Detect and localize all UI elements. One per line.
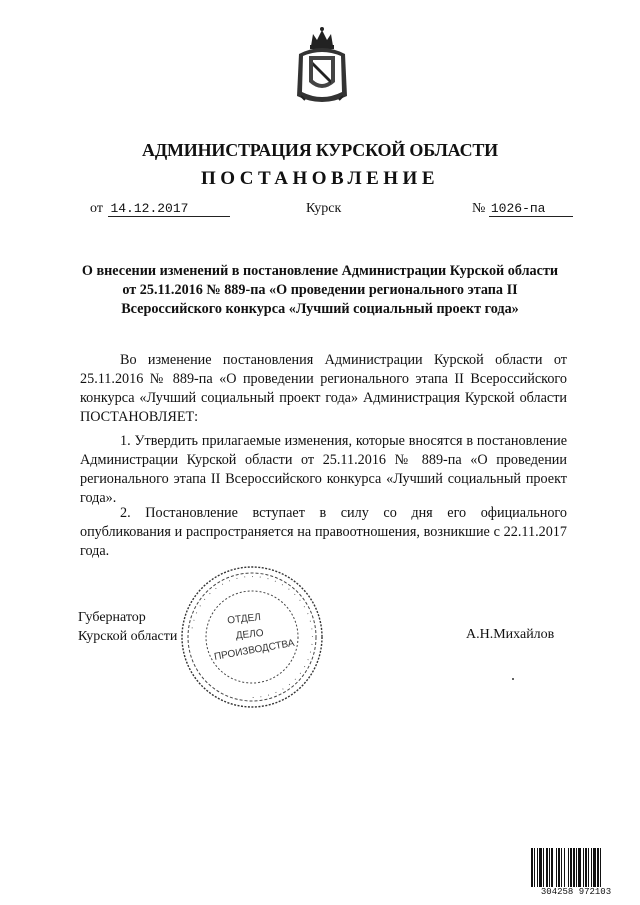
barcode-bar: [583, 848, 584, 888]
signatory-title-line-1: Губернатор: [78, 610, 146, 625]
barcode-bar: [597, 848, 599, 888]
barcode-bar: [585, 848, 587, 888]
barcode-bar: [546, 848, 548, 888]
barcode-bar: [593, 848, 596, 888]
barcode-bar: [537, 848, 538, 888]
barcode-bar: [564, 848, 565, 888]
barcode-bar: [531, 848, 533, 888]
barcode-bar: [534, 848, 535, 888]
barcode-bar: [549, 848, 550, 888]
ink-speck: [512, 678, 514, 680]
stamp-line-3: ПРОИЗВОДСТВА: [213, 637, 296, 663]
svg-text:· · · · · · · · · · · · · · ·: · · · · · · · · · · · · · · · · · · · · · · · · · · · · · · · · · · · ·: [186, 570, 319, 704]
signatory-title-line-2: Курской области: [78, 629, 178, 644]
barcode-bar: [600, 848, 601, 888]
date-prefix: от: [90, 201, 103, 216]
preamble-paragraph: Во изменение постановления Администрации Курской области от 25.11.2016 № 889-па «О проведении регионального этапа II Всероссийского конкурса «Лучший социальный проект года» Администрация Курской области ПОСТАНОВЛЯЕТ:: [80, 352, 567, 425]
coat-of-arms-icon: [293, 26, 351, 108]
barcode-bar: [539, 848, 542, 888]
barcode-bar: [570, 848, 572, 888]
document-type-title: ПОСТАНОВЛЕНИЕ: [200, 168, 440, 189]
number-field: [472, 201, 573, 217]
number-prefix: №: [472, 201, 486, 216]
city-label: Курск: [306, 201, 342, 216]
document-subject: О внесении изменений в постановление Администрации Курской области от 25.11.2016 № 889-па «О проведении регионального этапа II Всероссийского конкурса «Лучший социальный проект года»: [81, 263, 559, 317]
barcode-bar: [561, 848, 562, 888]
barcode-number: 304258 972103: [531, 887, 621, 898]
date-value: 14.12.2017: [108, 201, 230, 217]
barcode-bar: [588, 848, 589, 888]
barcode-bar: [558, 848, 560, 888]
number-value: 1026-па: [489, 201, 573, 217]
barcode-bar: [576, 848, 577, 888]
item-1-paragraph: 1. Утвердить прилагаемые изменения, которые вносятся в постановление Администрации Курской области от 25.11.2016 № 889-па «О проведении регионального этапа II Всероссийского конкурса «Лучший социальный проект года».: [80, 433, 567, 506]
barcode-bar: [591, 848, 592, 888]
stamp-line-1: ОТДЕЛ: [226, 612, 262, 627]
barcode-bar: [568, 848, 569, 888]
barcode-bar: [578, 848, 581, 888]
signatory-name: А.Н.Михайлов: [466, 627, 555, 642]
barcode-bar: [551, 848, 553, 888]
organization-title: АДМИНИСТРАЦИЯ КУРСКОЙ ОБЛАСТИ: [142, 140, 498, 160]
barcode-bar: [543, 848, 544, 888]
date-field: [90, 201, 230, 217]
official-stamp: [178, 563, 326, 711]
stamp-line-2: ДЕЛО: [235, 627, 265, 642]
barcode-bar: [573, 848, 575, 888]
item-2-paragraph: 2. Постановление вступает в силу со дня его официального опубликования и распространяется на правоотношения, возникшие с 22.11.2017 года.: [80, 505, 567, 559]
barcode-bar: [556, 848, 557, 888]
signatory-title: [78, 608, 177, 646]
